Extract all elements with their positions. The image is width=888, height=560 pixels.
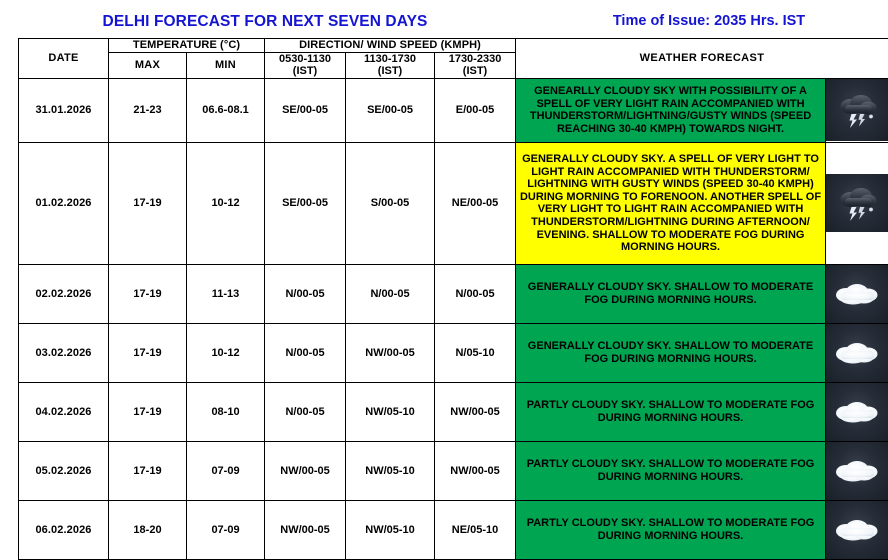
cell-wind-1130-1730: NW/05-10: [346, 441, 435, 500]
cell-date: 06.02.2026: [19, 500, 109, 559]
cell-wind-1730-2330: NE/00-05: [435, 142, 516, 264]
title-bar: [0, 0, 888, 38]
cell-weather-icon: [826, 441, 888, 500]
cell-wind-1130-1730: SE/00-05: [346, 78, 435, 142]
cell-min-temp: 10-12: [187, 323, 265, 382]
cloud-glyph: [832, 515, 882, 545]
header-date: DATE: [19, 39, 109, 79]
header-row-1: [19, 39, 888, 53]
weather-icon-box: [826, 265, 888, 323]
cloud-glyph: [832, 397, 882, 427]
cell-max-temp: 18-20: [109, 500, 187, 559]
cloud-icon: [826, 383, 888, 441]
table-row: [19, 382, 888, 441]
cell-max-temp: 17-19: [109, 323, 187, 382]
cell-wind-0530-1130: SE/00-05: [265, 142, 346, 264]
cell-date: 04.02.2026: [19, 382, 109, 441]
cell-date: 05.02.2026: [19, 441, 109, 500]
cell-min-temp: 08-10: [187, 382, 265, 441]
slot2-unit: (IST): [378, 65, 402, 77]
weather-icon-box: [826, 174, 888, 232]
cell-weather-forecast: GENERALLY CLOUDY SKY. SHALLOW TO MODERATE FOG DURING MORNING HOURS.: [516, 323, 826, 382]
thunderstorm-glyph: [834, 90, 880, 130]
header-weather-forecast: WEATHER FORECAST: [516, 39, 888, 79]
weather-icon-box: [826, 501, 888, 559]
slot2-range: 1130-1730: [364, 53, 416, 65]
table-row: [19, 142, 888, 264]
header-temperature: TEMPERATURE (°C): [109, 39, 265, 53]
table-header: [19, 39, 888, 79]
forecast-table: [18, 38, 888, 560]
thunderstorm-icon: [826, 174, 888, 232]
cloud-icon: [826, 501, 888, 559]
cell-wind-1730-2330: E/00-05: [435, 78, 516, 142]
header-min: MIN: [187, 52, 265, 78]
cell-wind-0530-1130: N/00-05: [265, 323, 346, 382]
forecast-table-container: [0, 38, 888, 558]
slot3-unit: (IST): [463, 65, 487, 77]
cell-wind-1730-2330: NW/00-05: [435, 441, 516, 500]
cloud-glyph: [832, 338, 882, 368]
cell-date: 01.02.2026: [19, 142, 109, 264]
cell-weather-forecast: GENEARLLY CLOUDY SKY WITH POSSIBILITY OF A SPELL OF VERY LIGHT RAIN ACCOMPANIED WITH THUNDERSTORM/LIGHTNING/GUSTY WINDS (SPEED REACHING 30-40 KMPH) TOWARDS NIGHT.: [516, 78, 826, 142]
header-slot-1130-1730: [346, 52, 435, 78]
table-row: [19, 264, 888, 323]
cell-weather-icon: [826, 264, 888, 323]
page-title: DELHI FORECAST FOR NEXT SEVEN DAYS: [0, 13, 530, 31]
weather-icon-box: [826, 383, 888, 441]
cell-max-temp: 17-19: [109, 264, 187, 323]
cell-weather-forecast: PARTLY CLOUDY SKY. SHALLOW TO MODERATE FOG DURING MORNING HOURS.: [516, 441, 826, 500]
cell-wind-1130-1730: NW/05-10: [346, 500, 435, 559]
cell-wind-1130-1730: N/00-05: [346, 264, 435, 323]
cloud-glyph: [832, 279, 882, 309]
header-max: MAX: [109, 52, 187, 78]
cell-wind-0530-1130: N/00-05: [265, 382, 346, 441]
table-row: [19, 441, 888, 500]
cell-wind-1730-2330: NE/05-10: [435, 500, 516, 559]
cell-wind-1730-2330: NW/00-05: [435, 382, 516, 441]
header-wind: DIRECTION/ WIND SPEED (KMPH): [265, 39, 516, 53]
cell-wind-1130-1730: S/00-05: [346, 142, 435, 264]
thunderstorm-icon: [826, 79, 888, 141]
cell-wind-1130-1730: NW/00-05: [346, 323, 435, 382]
cell-wind-0530-1130: NW/00-05: [265, 500, 346, 559]
table-body: [19, 78, 888, 559]
weather-icon-box: [826, 79, 888, 141]
issue-time-label: Time of Issue: 2035 Hrs. IST: [530, 13, 888, 29]
table-row: [19, 500, 888, 559]
cell-date: 31.01.2026: [19, 78, 109, 142]
cloud-icon: [826, 265, 888, 323]
header-slot-0530-1130: [265, 52, 346, 78]
cell-weather-forecast: PARTLY CLOUDY SKY. SHALLOW TO MODERATE FOG DURING MORNING HOURS.: [516, 500, 826, 559]
cell-date: 02.02.2026: [19, 264, 109, 323]
cell-max-temp: 21-23: [109, 78, 187, 142]
slot1-range: 0530-1130: [279, 53, 331, 65]
cell-weather-forecast: PARTLY CLOUDY SKY. SHALLOW TO MODERATE FOG DURING MORNING HOURS.: [516, 382, 826, 441]
cell-min-temp: 07-09: [187, 441, 265, 500]
cloud-icon: [826, 324, 888, 382]
cell-wind-1730-2330: N/00-05: [435, 264, 516, 323]
cell-weather-icon: [826, 323, 888, 382]
table-row: [19, 323, 888, 382]
cell-weather-forecast: GENERALLY CLOUDY SKY. A SPELL OF VERY LIGHT TO LIGHT RAIN ACCOMPANIED WITH THUNDERSTORM/ LIGHTNING WITH GUSTY WINDS (SPEED 30-40 KMPH) DURING MORNING TO FORENOON. ANOTHER SPELL OF VERY LIGHT TO LIGHT RAIN ACCOMPANIED WITH THUNDERSTORM/LIGHTNING DURING AFTERNOON/ EVENING. SHALLOW TO MODERATE FOG DURING MORNING HOURS.: [516, 142, 826, 264]
table-row: [19, 78, 888, 142]
cell-wind-0530-1130: N/00-05: [265, 264, 346, 323]
cell-wind-0530-1130: SE/00-05: [265, 78, 346, 142]
weather-icon-box: [826, 442, 888, 500]
cell-min-temp: 07-09: [187, 500, 265, 559]
header-slot-1730-2330: [435, 52, 516, 78]
cell-wind-1130-1730: NW/05-10: [346, 382, 435, 441]
cell-min-temp: 10-12: [187, 142, 265, 264]
cell-wind-1730-2330: N/05-10: [435, 323, 516, 382]
slot3-range: 1730-2330: [449, 53, 502, 65]
cell-max-temp: 17-19: [109, 142, 187, 264]
weather-icon-box: [826, 324, 888, 382]
cell-wind-0530-1130: NW/00-05: [265, 441, 346, 500]
cell-weather-icon: [826, 142, 888, 264]
cell-date: 03.02.2026: [19, 323, 109, 382]
cell-weather-icon: [826, 382, 888, 441]
slot1-unit: (IST): [293, 65, 317, 77]
cell-min-temp: 06.6-08.1: [187, 78, 265, 142]
cell-max-temp: 17-19: [109, 441, 187, 500]
cell-max-temp: 17-19: [109, 382, 187, 441]
cell-weather-icon: [826, 500, 888, 559]
cloud-glyph: [832, 456, 882, 486]
thunderstorm-glyph: [834, 183, 880, 223]
cell-weather-forecast: GENERALLY CLOUDY SKY. SHALLOW TO MODERATE FOG DURING MORNING HOURS.: [516, 264, 826, 323]
cloud-icon: [826, 442, 888, 500]
cell-weather-icon: [826, 78, 888, 142]
cell-min-temp: 11-13: [187, 264, 265, 323]
